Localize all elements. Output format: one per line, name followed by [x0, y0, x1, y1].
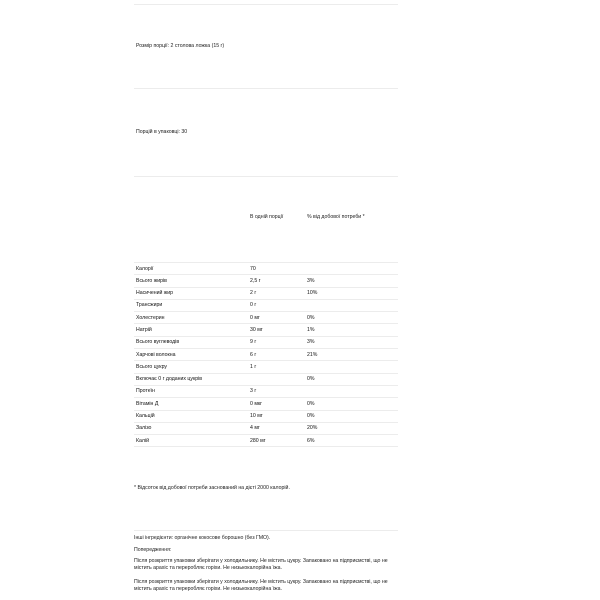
servings-per-package-label: Порцій в упаковці: 30: [136, 129, 188, 135]
warnings-text-2: Після розкриття упаковки зберігати у холодильнику. Не містить цукру. Запаковано на підприємстві, що не містить арахіс та переробляє горіхи. Не низькокалорійна їжа.: [134, 579, 388, 593]
nutrient-daily-value: 3%: [307, 339, 315, 346]
nutrient-amount: 2,5 г: [250, 277, 261, 284]
daily-value-footnote: * Відсоток від добової потреби заснований на дієті 2000 калорій.: [134, 485, 290, 491]
divider-servings: [134, 176, 398, 177]
nutrient-daily-value: 3%: [307, 277, 315, 284]
nutrient-name: Трансжири: [136, 302, 163, 309]
nutrient-name: Насичений жир: [136, 290, 174, 297]
warnings-title: Попередження:: [134, 547, 172, 553]
nutrient-daily-value: 10%: [307, 290, 318, 297]
nutrient-amount: 10 мг: [250, 413, 263, 420]
serving-size-label: Розмір порції: 2 столова ложка (15 г): [136, 43, 225, 49]
nutrient-amount: 6 г: [250, 351, 257, 358]
nutrient-name: Всього вуглеводів: [136, 339, 180, 346]
nutrient-name: Вітамін Д: [136, 400, 159, 407]
divider-serving-size: [134, 88, 398, 89]
table-row: [134, 300, 398, 312]
table-row: [134, 312, 398, 324]
nutrition-table: [134, 263, 398, 447]
nutrient-name: Протеїн: [136, 388, 155, 395]
nutrient-daily-value: 20%: [307, 425, 318, 432]
table-row: [134, 275, 398, 287]
table-row: [134, 386, 398, 398]
nutrient-name: Харчові волокна: [136, 351, 176, 358]
nutrient-amount: 4 мг: [250, 425, 260, 432]
header-per-serving: В одній порції: [250, 214, 284, 220]
nutrient-daily-value: 0%: [307, 400, 315, 407]
nutrient-name: Калій: [136, 437, 149, 444]
table-row: [134, 288, 398, 300]
nutrient-amount: 30 мг: [250, 326, 263, 333]
table-row: [134, 398, 398, 410]
table-row: [134, 435, 398, 447]
table-row: [134, 374, 398, 386]
divider-top: [134, 4, 398, 5]
header-daily-value: % від добової потреби *: [307, 214, 365, 220]
nutrient-name: Всього цукру: [136, 363, 168, 370]
table-row: [134, 263, 398, 275]
nutrient-amount: 2 г: [250, 290, 257, 297]
table-row: [134, 324, 398, 336]
nutrient-amount: 0 мг: [250, 314, 260, 321]
ingredients-text: Інші інгредієнти: органічне кокосове борошно (без ГМО).: [134, 535, 271, 541]
nutrient-daily-value: 21%: [307, 351, 318, 358]
table-row: [134, 349, 398, 361]
nutrient-name: Кальцій: [136, 413, 155, 420]
nutrient-amount: 0 г: [250, 302, 257, 309]
nutrient-name: Залізо: [136, 425, 152, 432]
nutrient-name: Всього жирів: [136, 277, 167, 284]
nutrient-daily-value: 0%: [307, 413, 315, 420]
nutrient-amount: 3 г: [250, 388, 257, 395]
table-row: [134, 361, 398, 373]
nutrient-amount: 0 мкг: [250, 400, 263, 407]
nutrient-daily-value: 0%: [307, 376, 315, 383]
table-row: [134, 411, 398, 423]
nutrient-daily-value: 0%: [307, 314, 315, 321]
nutrient-amount: 9 г: [250, 339, 257, 346]
nutrient-amount: 70: [250, 265, 256, 272]
divider-footnote: [134, 530, 398, 531]
table-row: [134, 337, 398, 349]
nutrient-name: Холестерин: [136, 314, 165, 321]
nutrient-daily-value: 6%: [307, 437, 315, 444]
nutrient-name: Калорії: [136, 265, 154, 272]
nutrient-name: Включає 0 г доданих цукрів: [136, 376, 203, 383]
warnings-text-1: Після розкриття упаковки зберігати у холодильнику. Не містить цукру. Запаковано на підприємстві, що не містить арахіс та переробляє горіхи. Не низькокалорійна їжа.: [134, 558, 388, 572]
nutrient-name: Натрій: [136, 326, 152, 333]
nutrient-daily-value: 1%: [307, 326, 315, 333]
nutrient-amount: 280 мг: [250, 437, 266, 444]
nutrient-amount: 1 г: [250, 363, 257, 370]
table-row: [134, 423, 398, 435]
